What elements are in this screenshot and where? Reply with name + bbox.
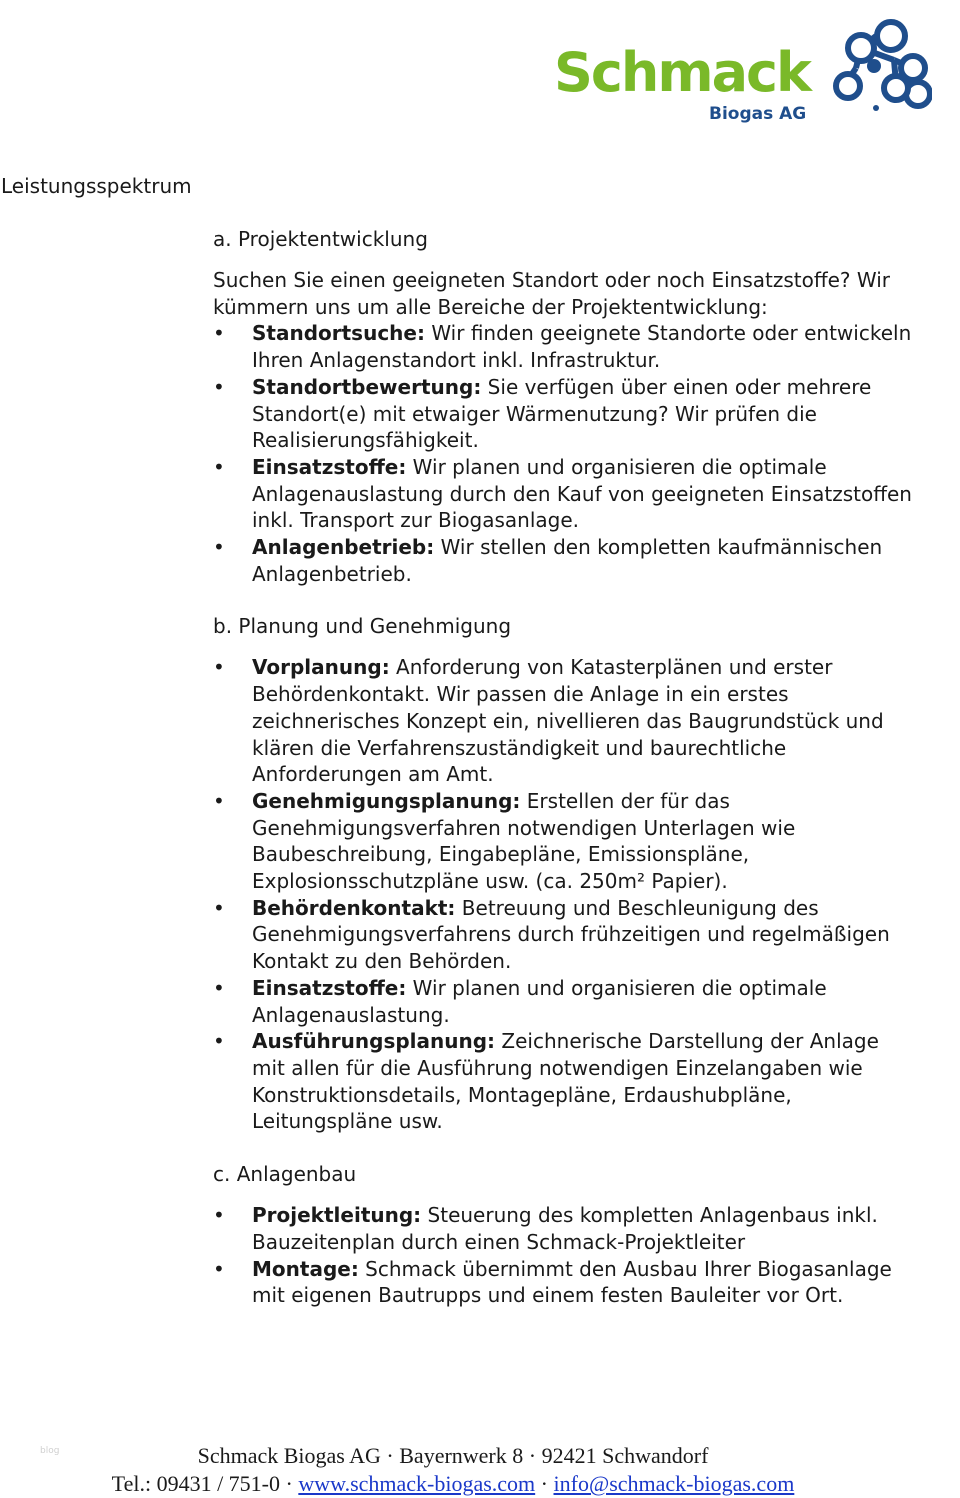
list-item xyxy=(213,788,913,895)
list-item xyxy=(213,1202,913,1255)
bullet-icon: • xyxy=(213,374,225,399)
item-text: Erstellen der für das Genehmigungsverfahren notwendigen Unterlagen wie Baubeschreibung, Eingabepläne, Emissionspläne, Explosionsschutzpläne usw. (ca. 250m² Papier). xyxy=(252,788,796,894)
bullet-icon: • xyxy=(213,535,225,560)
item-text: Schmack übernimmt den Ausbau Ihrer Biogasanlage mit eigenen Bautrupps und einem festen Bauleiter vor Ort. xyxy=(252,1256,892,1308)
list-item xyxy=(213,1256,913,1309)
document-body xyxy=(213,226,913,1335)
company-logo xyxy=(552,18,932,130)
item-text: Wir stellen den kompletten kaufmännischen Anlagenbetrieb. xyxy=(252,535,883,586)
item-text: Wir finden geeignete Standorte oder entwickeln Ihren Anlagenstandort inkl. Infrastruktur. xyxy=(252,321,912,373)
logo-subline: Biogas AG xyxy=(709,104,807,124)
bullet-list xyxy=(213,654,913,1135)
document-title: Leistungsspektrum xyxy=(1,174,192,198)
list-item xyxy=(213,895,913,975)
item-term: Einsatzstoffe: xyxy=(252,454,407,479)
section-anlagenbau xyxy=(213,1161,913,1309)
item-term: Standortbewertung: xyxy=(252,374,482,399)
footer-tel: Tel.: 09431 / 751-0 · xyxy=(111,1471,299,1496)
footer-separator: · xyxy=(535,1471,554,1496)
item-term: Genehmigungsplanung: xyxy=(252,788,521,813)
bullet-list xyxy=(213,320,913,587)
item-term: Behördenkontakt: xyxy=(252,895,456,920)
logo-wordmark: Schmack xyxy=(554,41,810,104)
section-planung-genehmigung xyxy=(213,613,913,1135)
molecule-logo-icon xyxy=(816,18,932,118)
bullet-icon: • xyxy=(213,975,225,1000)
bullet-icon: • xyxy=(213,1203,225,1228)
item-text: Anforderung von Katasterplänen und erster Behördenkontakt. Wir passen die Anlage in ein erstes zeichnerisches Konzept ein, nivellieren das Baugrundstück und klären die Verfahrenszuständigkeit und baurechtliche Anforderungen am Amt. xyxy=(252,655,884,787)
section-projektentwicklung xyxy=(213,226,913,587)
list-item xyxy=(213,534,913,587)
bullet-icon: • xyxy=(213,1029,225,1054)
item-text: Sie verfügen über einen oder mehrere Standort(e) mit etwaiger Wärmenutzung? Wir prüfen die Realisierungsfähigkeit. xyxy=(252,374,872,453)
item-term: Vorplanung: xyxy=(252,655,390,680)
item-term: Projektleitung: xyxy=(252,1203,422,1228)
bullet-icon: • xyxy=(213,655,225,680)
section-intro: Suchen Sie einen geeigneten Standort oder noch Einsatzstoffe? Wir kümmern uns um alle Bereiche der Projektentwicklung: xyxy=(213,268,891,319)
item-text: Steuerung des kompletten Anlagenbaus inkl. Bauzeitenplan durch einen Schmack-Projektleiter xyxy=(252,1203,878,1254)
item-term: Anlagenbetrieb: xyxy=(252,535,435,560)
website-link[interactable]: www.schmack-biogas.com xyxy=(298,1471,536,1496)
list-item xyxy=(213,454,913,534)
item-term: Montage: xyxy=(252,1256,359,1281)
bullet-icon: • xyxy=(213,321,225,346)
section-heading: b. Planung und Genehmigung xyxy=(213,614,512,639)
footer-address: Schmack Biogas AG · Bayernwerk 8 · 92421 Schwandorf xyxy=(197,1443,709,1468)
bullet-list xyxy=(213,1202,913,1309)
bullet-icon: • xyxy=(213,788,225,813)
footer-contact xyxy=(0,1470,906,1498)
bullet-icon: • xyxy=(213,454,225,479)
list-item xyxy=(213,654,913,788)
list-item xyxy=(213,975,913,1028)
email-link[interactable]: info@schmack-biogas.com xyxy=(553,1471,795,1496)
bullet-icon: • xyxy=(213,1256,225,1281)
watermark: blog xyxy=(40,1446,60,1456)
item-text: Wir planen und organisieren die optimale Anlagenauslastung durch den Kauf von geeigneten Einsatzstoffen inkl. Transport zur Biogasanlage. xyxy=(252,454,912,533)
item-text: Betreuung und Beschleunigung des Genehmigungsverfahrens durch frühzeitigen und regelmäßigen Kontakt zu den Behörden. xyxy=(252,895,890,974)
section-heading: a. Projektentwicklung xyxy=(213,227,428,251)
list-item xyxy=(213,320,913,373)
item-term: Einsatzstoffe: xyxy=(252,975,407,1000)
item-text: Wir planen und organisieren die optimale Anlagenauslastung. xyxy=(252,975,827,1027)
list-item xyxy=(213,1028,913,1135)
item-term: Ausführungsplanung: xyxy=(252,1029,496,1054)
section-heading: c. Anlagenbau xyxy=(213,1162,357,1187)
list-item xyxy=(213,374,913,454)
item-term: Standortsuche: xyxy=(252,321,425,346)
item-text: Zeichnerische Darstellung der Anlage mit allen für die Ausführung notwendigen Einzelangaben wie Konstruktionsdetails, Montagepläne, Erdaushubpläne, Leitungspläne usw. xyxy=(252,1029,879,1134)
bullet-icon: • xyxy=(213,895,225,920)
